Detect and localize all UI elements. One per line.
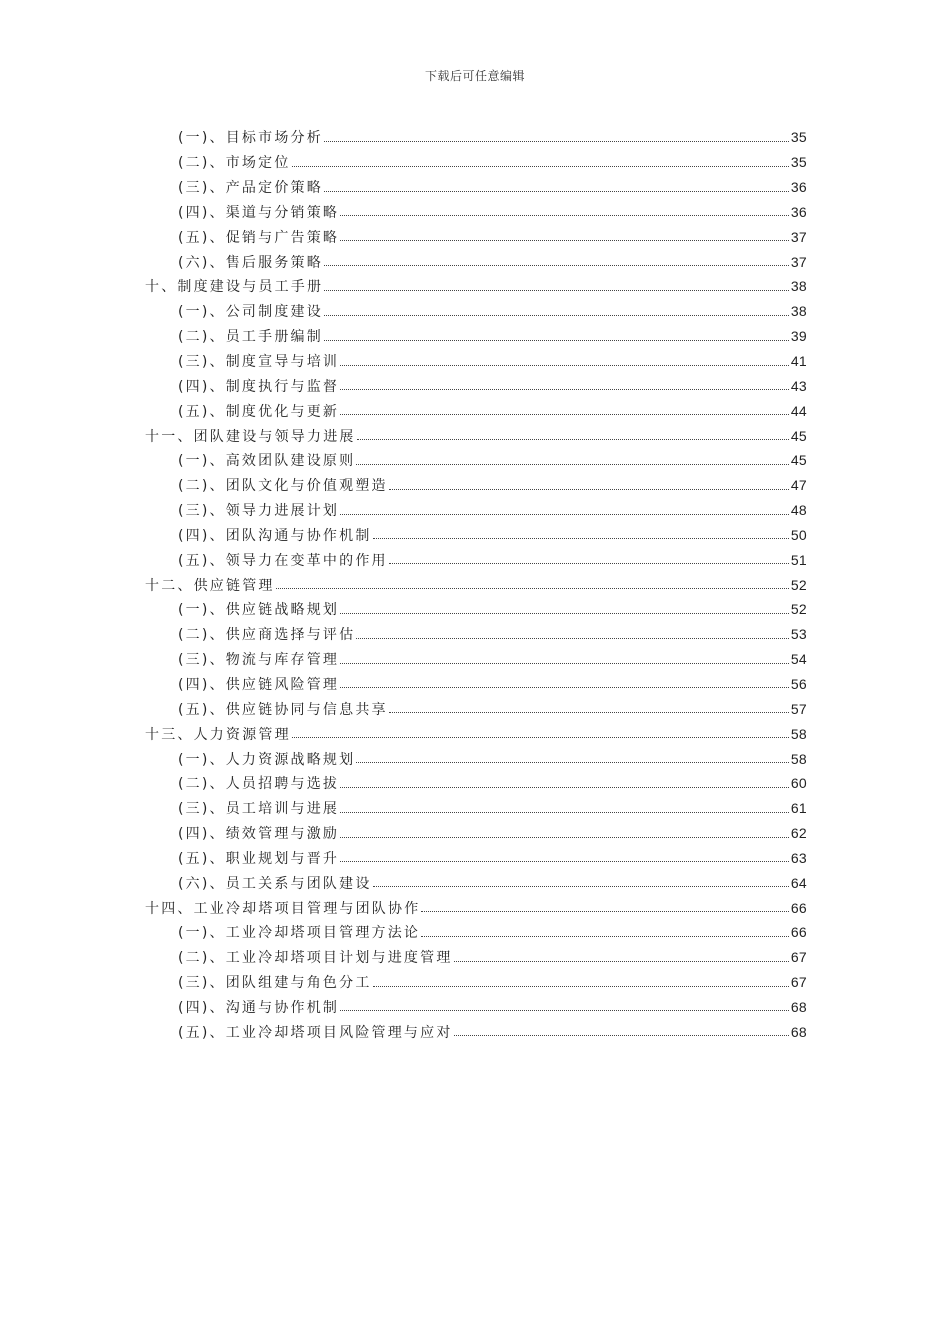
toc-dot-leader [356, 624, 789, 639]
toc-entry-title: (二)、供应商选择与评估 [178, 624, 355, 644]
toc-section-entry[interactable] [0, 696, 950, 721]
toc-section-entry[interactable] [0, 870, 950, 895]
toc-entry-title: (六)、售后服务策略 [178, 252, 323, 272]
toc-page-number: 62 [790, 825, 807, 842]
toc-dot-leader [340, 226, 789, 241]
toc-page-number: 45 [790, 452, 807, 469]
toc-section-entry[interactable] [0, 771, 950, 796]
toc-section-entry[interactable] [0, 125, 950, 150]
toc-page-number: 44 [790, 402, 807, 419]
toc-section-entry[interactable] [0, 746, 950, 771]
toc-entry-title: (三)、物流与库存管理 [178, 649, 339, 669]
toc-page-number: 37 [790, 228, 807, 245]
toc-entry-title: (三)、制度宣导与培训 [178, 351, 339, 371]
toc-chapter-entry[interactable] [0, 423, 950, 448]
toc-section-entry[interactable] [0, 647, 950, 672]
toc-dot-leader [373, 972, 789, 987]
toc-dot-leader [421, 922, 789, 937]
toc-section-entry[interactable] [0, 200, 950, 225]
toc-section-entry[interactable] [0, 622, 950, 647]
toc-section-entry[interactable] [0, 224, 950, 249]
toc-dot-leader [340, 823, 789, 838]
toc-page-number: 63 [790, 849, 807, 866]
toc-chapter-entry[interactable] [0, 572, 950, 597]
toc-dot-leader [421, 897, 789, 912]
toc-dot-leader [356, 748, 789, 763]
toc-section-entry[interactable] [0, 547, 950, 572]
toc-page-number: 45 [790, 427, 807, 444]
toc-chapter-entry[interactable] [0, 274, 950, 299]
toc-entry-title: (一)、高效团队建设原则 [178, 450, 355, 470]
toc-entry-title: 十三、人力资源管理 [145, 724, 291, 744]
toc-entry-title: (三)、产品定价策略 [178, 177, 323, 197]
toc-page-number: 37 [790, 253, 807, 270]
toc-entry-title: (三)、领导力进展计划 [178, 500, 339, 520]
toc-dot-leader [340, 500, 789, 515]
toc-section-entry[interactable] [0, 448, 950, 473]
toc-page-number: 67 [790, 949, 807, 966]
toc-section-entry[interactable] [0, 1019, 950, 1044]
toc-page-number: 38 [790, 278, 807, 295]
toc-section-entry[interactable] [0, 398, 950, 423]
toc-page-number: 58 [790, 725, 807, 742]
toc-entry-title: 十二、供应链管理 [145, 575, 275, 595]
toc-entry-title: 十四、工业冷却塔项目管理与团队协作 [145, 898, 420, 918]
toc-page-number: 67 [790, 974, 807, 991]
toc-section-entry[interactable] [0, 523, 950, 548]
toc-dot-leader [340, 351, 789, 366]
toc-page-number: 53 [790, 626, 807, 643]
toc-dot-leader [373, 524, 789, 539]
table-of-contents [0, 125, 950, 1044]
toc-entry-title: (四)、供应链风险管理 [178, 674, 339, 694]
toc-entry-title: (二)、团队文化与价值观塑造 [178, 475, 388, 495]
toc-entry-title: (一)、供应链战略规划 [178, 599, 339, 619]
toc-page-number: 41 [790, 353, 807, 370]
toc-page-number: 57 [790, 700, 807, 717]
toc-entry-title: (五)、职业规划与晋升 [178, 848, 339, 868]
toc-section-entry[interactable] [0, 373, 950, 398]
toc-entry-title: (五)、工业冷却塔项目风险管理与应对 [178, 1022, 453, 1042]
toc-dot-leader [357, 425, 789, 440]
toc-dot-leader [340, 847, 789, 862]
toc-dot-leader [340, 599, 789, 614]
toc-dot-leader [324, 251, 789, 266]
toc-entry-title: (二)、市场定位 [178, 152, 291, 172]
toc-page-number: 56 [790, 675, 807, 692]
toc-section-entry[interactable] [0, 150, 950, 175]
toc-dot-leader [324, 177, 789, 192]
toc-entry-title: (二)、人员招聘与选拔 [178, 773, 339, 793]
toc-entry-title: (三)、团队组建与角色分工 [178, 972, 372, 992]
toc-entry-title: 十、制度建设与员工手册 [145, 276, 323, 296]
toc-dot-leader [324, 127, 789, 142]
toc-entry-title: (六)、员工关系与团队建设 [178, 873, 372, 893]
toc-page-number: 66 [790, 924, 807, 941]
toc-entry-title: (二)、工业冷却塔项目计划与进度管理 [178, 947, 453, 967]
toc-dot-leader [389, 549, 789, 564]
toc-entry-title: (一)、工业冷却塔项目管理方法论 [178, 922, 420, 942]
toc-entry-title: (一)、目标市场分析 [178, 127, 323, 147]
toc-dot-leader [340, 996, 789, 1011]
toc-entry-title: (五)、领导力在变革中的作用 [178, 550, 388, 570]
toc-page-number: 36 [790, 179, 807, 196]
toc-entry-title: (一)、公司制度建设 [178, 301, 323, 321]
page-header: 下载后可任意编辑 [424, 69, 525, 83]
toc-dot-leader [340, 773, 789, 788]
toc-dot-leader [292, 152, 789, 167]
toc-section-entry[interactable] [0, 299, 950, 324]
toc-page-number: 64 [790, 874, 807, 891]
toc-dot-leader [340, 400, 789, 415]
toc-entry-title: (一)、人力资源战略规划 [178, 749, 355, 769]
toc-page-number: 48 [790, 502, 807, 519]
toc-section-entry[interactable] [0, 175, 950, 200]
toc-chapter-entry[interactable] [0, 895, 950, 920]
toc-entry-title: (五)、促销与广告策略 [178, 227, 339, 247]
toc-dot-leader [340, 798, 789, 813]
toc-section-entry[interactable] [0, 945, 950, 970]
toc-page-number: 58 [790, 750, 807, 767]
toc-page-number: 35 [790, 129, 807, 146]
toc-dot-leader [340, 673, 789, 688]
toc-page-number: 50 [790, 526, 807, 543]
toc-page-number: 68 [790, 998, 807, 1015]
toc-dot-leader [389, 698, 789, 713]
toc-dot-leader [356, 450, 789, 465]
toc-entry-title: (四)、团队沟通与协作机制 [178, 525, 372, 545]
toc-entry-title: (五)、制度优化与更新 [178, 401, 339, 421]
toc-page-number: 60 [790, 775, 807, 792]
toc-page-number: 35 [790, 154, 807, 171]
toc-page-number: 36 [790, 203, 807, 220]
toc-section-entry[interactable] [0, 995, 950, 1020]
toc-chapter-entry[interactable] [0, 721, 950, 746]
toc-entry-title: (五)、供应链协同与信息共享 [178, 699, 388, 719]
toc-page-number: 66 [790, 899, 807, 916]
toc-dot-leader [324, 326, 789, 341]
toc-entry-title: (三)、员工培训与进展 [178, 798, 339, 818]
toc-entry-title: (四)、绩效管理与激励 [178, 823, 339, 843]
toc-page-number: 39 [790, 328, 807, 345]
toc-page-number: 47 [790, 477, 807, 494]
toc-entry-title: 十一、团队建设与领导力进展 [145, 426, 356, 446]
toc-dot-leader [340, 375, 789, 390]
toc-entry-title: (四)、制度执行与监督 [178, 376, 339, 396]
toc-page-number: 52 [790, 601, 807, 618]
toc-section-entry[interactable] [0, 672, 950, 697]
toc-section-entry[interactable] [0, 473, 950, 498]
toc-dot-leader [324, 301, 789, 316]
toc-section-entry[interactable] [0, 821, 950, 846]
toc-dot-leader [389, 475, 789, 490]
toc-page-number: 61 [790, 800, 807, 817]
toc-page-number: 38 [790, 303, 807, 320]
toc-section-entry[interactable] [0, 597, 950, 622]
toc-dot-leader [340, 201, 789, 216]
toc-dot-leader [324, 276, 789, 291]
toc-page-number: 51 [790, 551, 807, 568]
toc-section-entry[interactable] [0, 324, 950, 349]
toc-page-number: 54 [790, 651, 807, 668]
toc-section-entry[interactable] [0, 498, 950, 523]
toc-dot-leader [340, 649, 789, 664]
toc-dot-leader [276, 574, 789, 589]
toc-section-entry[interactable] [0, 845, 950, 870]
toc-dot-leader [454, 1021, 789, 1036]
toc-entry-title: (四)、渠道与分销策略 [178, 202, 339, 222]
toc-page-number: 52 [790, 576, 807, 593]
toc-page-number: 68 [790, 1023, 807, 1040]
toc-dot-leader [454, 947, 789, 962]
toc-section-entry[interactable] [0, 249, 950, 274]
toc-entry-title: (四)、沟通与协作机制 [178, 997, 339, 1017]
toc-section-entry[interactable] [0, 970, 950, 995]
toc-page-number: 43 [790, 377, 807, 394]
toc-section-entry[interactable] [0, 796, 950, 821]
toc-section-entry[interactable] [0, 920, 950, 945]
toc-dot-leader [292, 723, 789, 738]
toc-dot-leader [373, 872, 789, 887]
toc-section-entry[interactable] [0, 349, 950, 374]
toc-entry-title: (二)、员工手册编制 [178, 326, 323, 346]
